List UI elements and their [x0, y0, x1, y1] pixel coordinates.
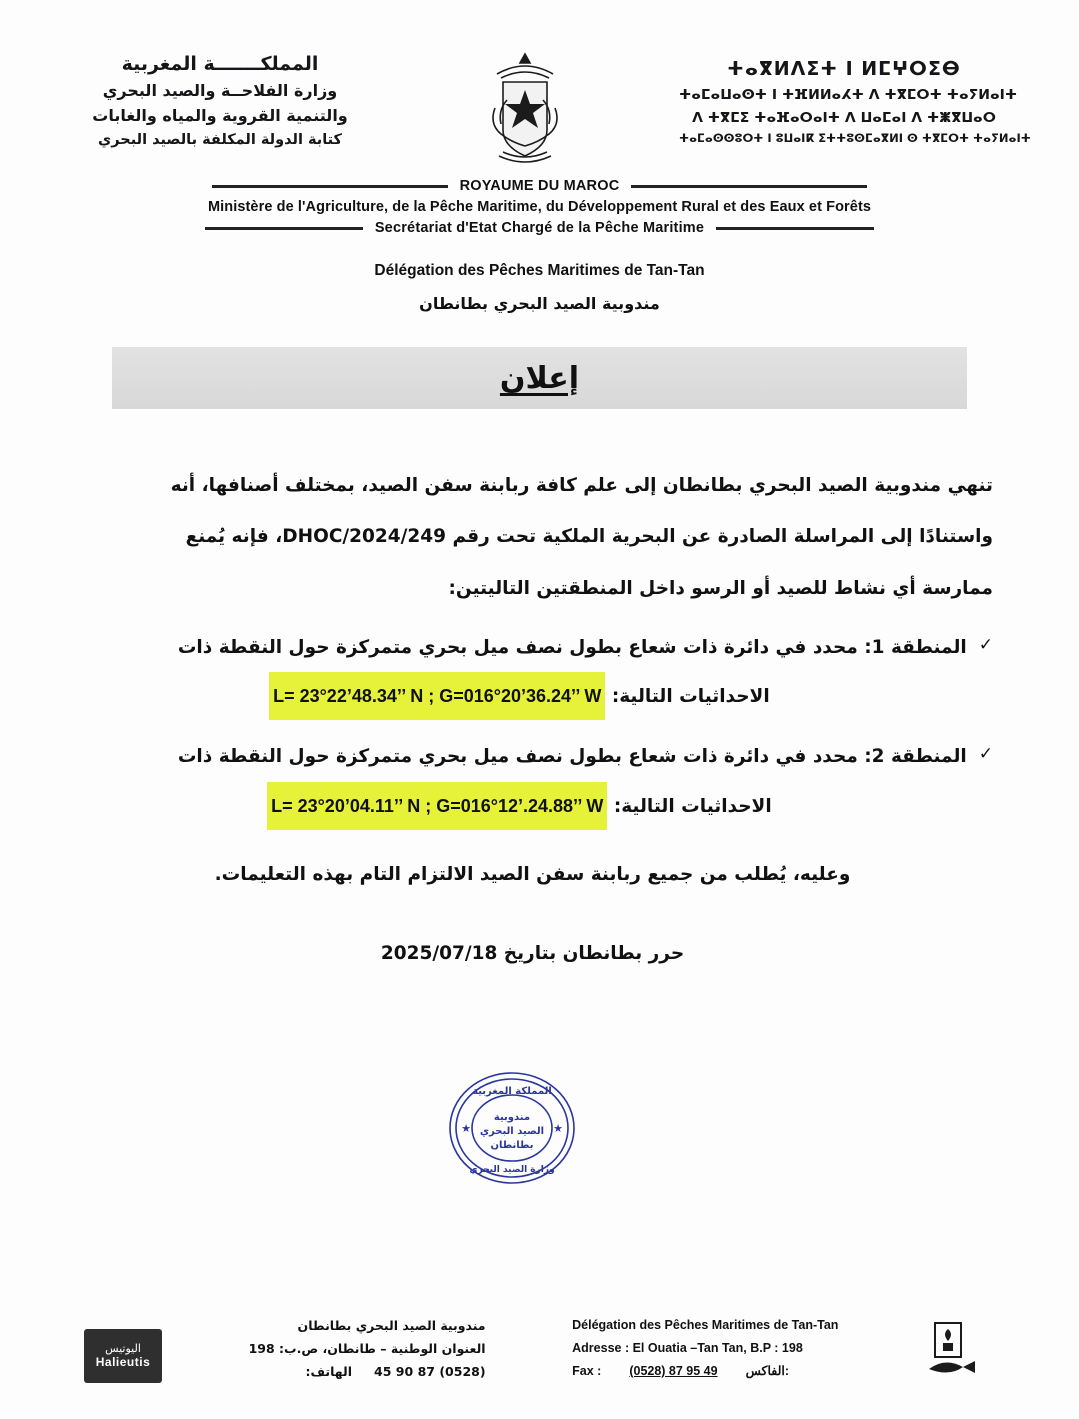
document-footer	[0, 1314, 1079, 1383]
halieutis-logo-arabic: اليوتيس	[105, 1341, 141, 1355]
rule-bar-right-2	[716, 227, 874, 230]
document-header	[0, 0, 1079, 166]
halieutis-logo-latin: Halieutis	[95, 1355, 151, 1370]
morocco-coat-of-arms-icon	[477, 48, 573, 166]
ministry-label: Ministère de l'Agriculture, de la Pêche Maritime, du Développement Rural et des Eaux et Forêts	[207, 199, 872, 215]
header-tifinagh-line4: ⵜⴰⵎⴰⵙⵙⵓⵔⵜ ⵏ ⵓⵡⴰⵏⴽ ⵉⵜⵜⵓⵙⵎⴰⴳⵍⵏ ⵙ ⵜⴳⵎⵔⵜ ⵜⴰⵢⵍⴰⵏⵜ	[679, 131, 1031, 146]
closing-statement: وعليه، يُطلب من جميع ربابنة سفن الصيد الالتزام التام بهذه التعليمات.	[214, 863, 851, 885]
svg-text:بطانطان: بطانطان	[490, 1140, 534, 1151]
svg-text:مندوبية: مندوبية	[493, 1112, 531, 1123]
footer-fr-fax-label: Fax :	[572, 1363, 602, 1378]
header-arabic-line1: المملكـــــــة المغربية	[121, 53, 319, 75]
footer-ar-phone-value: (0528) 87 90 45	[374, 1363, 486, 1379]
announcement-body	[72, 463, 993, 976]
official-stamp	[432, 1058, 592, 1198]
header-tifinagh-line1: ⵜⴰⴳⵍⴷⵉⵜ ⵏ ⵍⵎⵖⵔⵉⴱ	[727, 58, 961, 80]
body-paragraph-2: واستنادًا إلى المراسلة الصادرة عن البحرية الملكية تحت رقم 249/DHOC/2024، فإنه يُمنع	[185, 526, 993, 548]
footer-ar-phone-label: الهاتف:	[305, 1363, 353, 1379]
header-arabic-line4: كتابة الدولة المكلفة بالصيد البحري	[98, 132, 342, 149]
zone-2-body	[72, 734, 967, 829]
header-arabic-line2: وزارة الفلاحــة والصيد البحري	[102, 81, 338, 101]
svg-text:★: ★	[461, 1122, 471, 1135]
page-title: إعلان	[499, 360, 580, 396]
footer-fr-title: Délégation des Pêches Maritimes de Tan-Tan	[572, 1317, 839, 1332]
kingdom-line	[0, 178, 1079, 194]
zone-2-item	[72, 734, 993, 829]
footer-arabic-block	[249, 1314, 486, 1383]
zone-1-item	[72, 625, 993, 720]
halieutis-logo	[84, 1329, 162, 1383]
zone-1-body	[72, 625, 967, 720]
checkmark-icon-2: ✓	[978, 744, 993, 765]
zone-1-coordinates-line	[72, 672, 967, 720]
footer-fr-fax-row	[572, 1360, 838, 1383]
svg-text:وزارة الصيد البحري: وزارة الصيد البحري	[469, 1165, 555, 1175]
body-paragraph-1: تنهي مندوبية الصيد البحري بطانطان إلى علم كافة ربابنة سفن الصيد، بمختلف أصنافها، أنه	[170, 475, 993, 496]
footer-french-block	[572, 1314, 838, 1383]
body-paragraph-3: ممارسة أي نشاط للصيد أو الرسو داخل المنطقتين التاليتين:	[448, 577, 993, 599]
zone-1-coordinates-value: L= 23°22’48.34’’ N ; G=016°20’36.24’’ W	[269, 672, 605, 720]
delegation-title-ar: مندوبية الصيد البحري بطانطان	[419, 294, 660, 313]
rule-bar-left-2	[205, 227, 363, 230]
rule-bar-right	[631, 185, 867, 188]
header-tifinagh-line2: ⵜⴰⵎⴰⵡⴰⵙⵜ ⵏ ⵜⴼⵍⵍⴰⵃⵜ ⴷ ⵜⴳⵎⵔⵜ ⵜⴰⵢⵍⴰⵏⵜ	[679, 87, 1018, 104]
header-tifinagh-line3: ⴷ ⵜⴳⵎⵉ ⵜⴰⴼⴰⵔⴰⵏⵜ ⴷ ⵡⴰⵎⴰⵏ ⴷ ⵜⵥⴳⵡⴰⵔ	[692, 109, 996, 126]
header-arabic-block	[70, 46, 370, 152]
delegation-title-fr: Délégation des Pêches Maritimes de Tan-Tan	[374, 262, 705, 279]
rule-bar-left	[212, 185, 448, 188]
zone-2-coordinates-value: L= 23°20’04.11’’ N ; G=016°12’.24.88’’ W	[267, 782, 607, 830]
svg-text:الصيد البحري: الصيد البحري	[479, 1126, 545, 1137]
zone-1-text: المنطقة 1: محدد في دائرة ذات شعاع بطول نصف ميل بحري متمركزة حول النقطة ذات	[177, 636, 967, 658]
kingdom-label: ROYAUME DU MAROC	[459, 178, 620, 194]
fisheries-department-logo	[925, 1321, 995, 1383]
footer-fr-fax-value: (0528) 87 95 49	[629, 1363, 718, 1378]
svg-text:المملكة المغربية: المملكة المغربية	[472, 1086, 552, 1097]
footer-ar-phone-row	[249, 1360, 486, 1383]
secretariat-line	[0, 220, 1079, 236]
footer-fr-address: Adresse : El Ouatia –Tan Tan, B.P : 198	[572, 1340, 803, 1355]
kingdom-ministry-block	[0, 178, 1079, 236]
footer-ar-title: مندوبية الصيد البحري بطانطان	[297, 1317, 486, 1333]
svg-text:★: ★	[553, 1122, 563, 1135]
header-arabic-line3: والتنمية القروية والمياه والغابات	[92, 106, 348, 126]
date-value: 2025/07/18	[380, 943, 498, 965]
zone-2-text: المنطقة 2: محدد في دائرة ذات شعاع بطول نصف ميل بحري متمركزة حول النقطة ذات	[177, 746, 967, 768]
zone-2-coordinates-label: الاحداثيات التالية:	[613, 795, 772, 817]
date-line	[72, 931, 993, 976]
zone-2-coordinates-line	[72, 782, 967, 830]
secretariat-label: Secrétariat d'Etat Chargé de la Pêche Maritime	[374, 220, 705, 236]
announcement-banner	[112, 347, 967, 409]
checkmark-icon: ✓	[978, 634, 993, 655]
date-prefix: حرر بطانطان بتاريخ	[503, 943, 685, 965]
zone-1-coordinates-label: الاحداثيات التالية:	[611, 686, 770, 708]
header-tifinagh-block	[679, 46, 1031, 148]
footer-ar-address: العنوان الوطنية – طانطان، ص.ب: 198	[248, 1340, 486, 1356]
footer-ar-fax-label: الفاكس:	[745, 1363, 790, 1378]
